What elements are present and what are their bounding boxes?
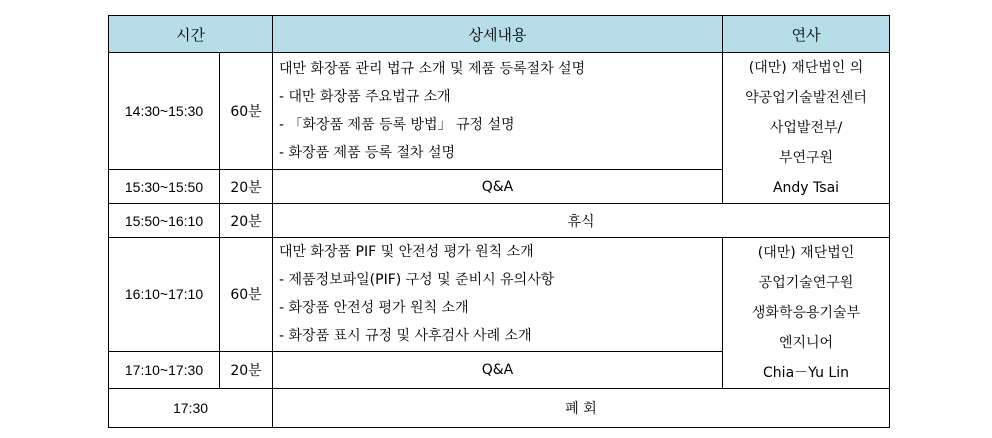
- session-title: 대만 화장품 관리 법규 소개 및 제품 등록절차 설명: [279, 61, 586, 77]
- speaker-line: 공업기술연구원: [758, 275, 854, 291]
- detail-cell: [273, 238, 723, 352]
- speaker-cell: [723, 53, 890, 204]
- duration-cell: 20분: [220, 351, 273, 388]
- duration-cell: 20분: [220, 170, 273, 204]
- speaker-name: Andy Tsai: [772, 180, 840, 196]
- time-cell: 17:30: [109, 389, 273, 428]
- header-detail: 상세내용: [273, 16, 723, 53]
- qa-cell: Q&A: [273, 351, 723, 388]
- closing-cell: 폐 회: [273, 389, 890, 428]
- speaker-line: 부연구원: [778, 150, 834, 166]
- duration-cell: 60분: [220, 53, 273, 170]
- session-item: - 화장품 제품 등록 절차 설명: [279, 145, 456, 161]
- speaker-line: (대만) 재단법인 의: [748, 60, 864, 76]
- header-time: 시간: [109, 16, 273, 53]
- break-cell: 휴식: [273, 204, 890, 238]
- session-item: - 화장품 안전성 평가 원칙 소개: [279, 300, 469, 317]
- table-row: [109, 389, 890, 428]
- time-cell: 14:30~15:30: [109, 53, 220, 170]
- speaker-line: 약공업기술발전센터: [745, 90, 867, 106]
- speaker-cell: [723, 238, 890, 389]
- detail-cell: [273, 53, 723, 170]
- session-item: - 대만 화장품 주요법규 소개: [279, 89, 451, 105]
- time-cell: 15:50~16:10: [109, 204, 220, 238]
- time-cell: 16:10~17:10: [109, 238, 220, 352]
- duration-cell: 20분: [220, 204, 273, 238]
- table-row: [109, 53, 890, 170]
- session-title: 대만 화장품 PIF 및 안전성 평가 원칙 소개: [279, 244, 534, 261]
- speaker-line: 사업발전부/: [769, 120, 843, 136]
- table-row: [109, 204, 890, 238]
- session-item: - 「화장품 제품 등록 방법」 규정 설명: [279, 117, 515, 133]
- header-speaker: 연사: [723, 16, 890, 53]
- table-row: [109, 238, 890, 352]
- speaker-line: 생화학응용기술부: [751, 305, 861, 321]
- time-cell: 17:10~17:30: [109, 351, 220, 388]
- qa-cell: Q&A: [273, 170, 723, 204]
- speaker-line: (대만) 재단법인: [757, 245, 855, 261]
- duration-cell: 60분: [220, 238, 273, 352]
- time-cell: 15:30~15:50: [109, 170, 220, 204]
- speaker-name: Chia－Yu Lin: [763, 365, 849, 381]
- schedule-table: [108, 15, 890, 428]
- session-item: - 화장품 표시 규정 및 사후검사 사례 소개: [279, 328, 532, 345]
- session-item: - 제품정보파일(PIF) 구성 및 준비시 유의사항: [279, 272, 555, 289]
- header-row: [109, 16, 890, 53]
- speaker-line: 엔지니어: [778, 335, 834, 351]
